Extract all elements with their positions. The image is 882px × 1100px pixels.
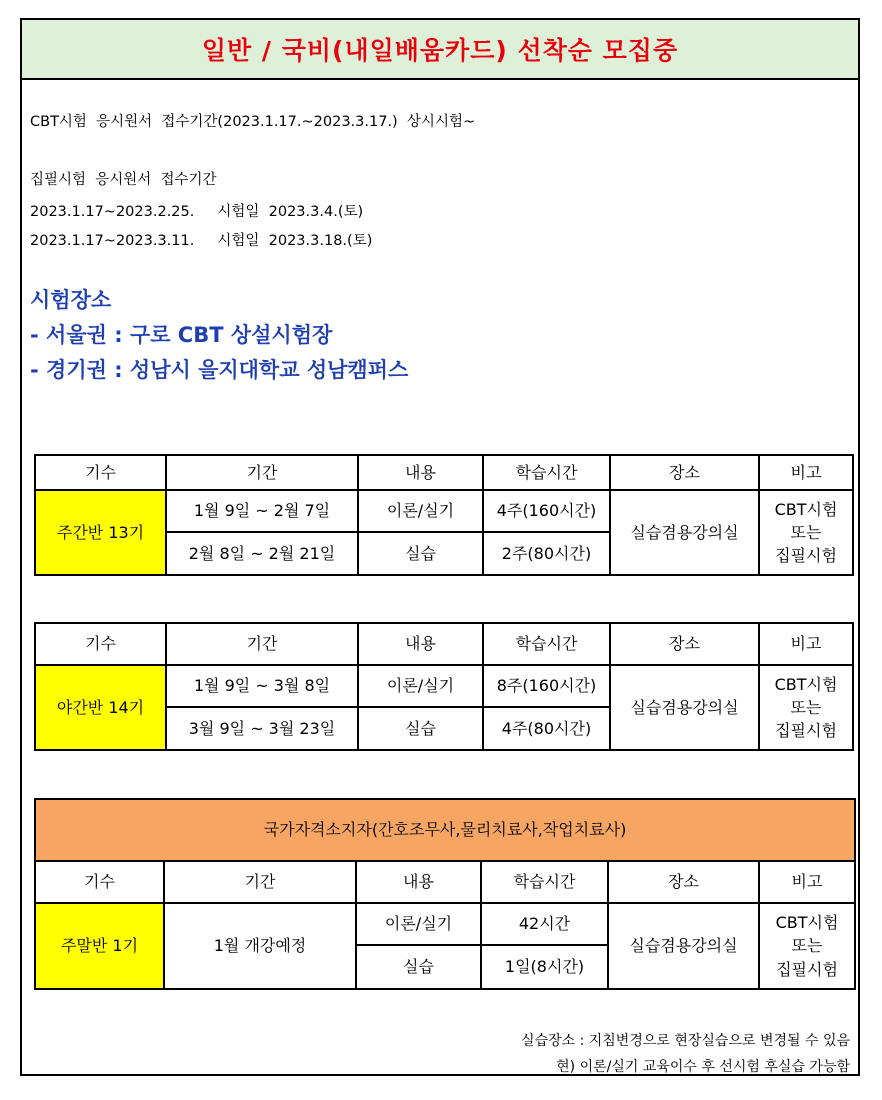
- schedule-table-weekend: [34, 798, 856, 990]
- cbt-application-period: CBT시험 응시원서 접수기간(2023.1.17.~2023.3.17.) 상시시험~: [30, 114, 476, 130]
- remark-line: 집필시험: [775, 546, 837, 566]
- hours-cell: 4주(160시간): [483, 490, 610, 532]
- header-period: 기간: [166, 455, 358, 490]
- header-place: 장소: [610, 623, 759, 665]
- remark-line: 또는: [791, 936, 823, 956]
- header-period: 기간: [166, 623, 358, 665]
- header-remark: 비고: [759, 623, 853, 665]
- header-place: 장소: [608, 861, 759, 903]
- period-cell: 3월 9일 ~ 3월 23일: [166, 707, 358, 750]
- place-cell: 실습겸용강의실: [608, 903, 759, 989]
- period-cell: 2월 8일 ~ 2월 21일: [166, 532, 358, 575]
- hours-cell: 4주(80시간): [483, 707, 610, 750]
- remark-line: 또는: [790, 697, 822, 717]
- venue-gyeonggi: - 경기권 : 성남시 을지대학교 성남캠퍼스: [30, 358, 409, 382]
- remark-line: CBT시험: [774, 499, 838, 519]
- header-period: 기간: [164, 861, 356, 903]
- header-remark: 비고: [759, 455, 853, 490]
- cohort-weekend: 주말반 1기: [35, 903, 164, 989]
- practice-location-note: 실습장소 : 지침변경으로 현장실습으로 변경될 수 있음: [521, 1033, 850, 1049]
- schedule-table-evening: [34, 622, 854, 751]
- remark-line: 집필시험: [776, 959, 838, 979]
- header-cohort: 기수: [35, 861, 164, 903]
- header-place: 장소: [610, 455, 759, 490]
- remark-line: 또는: [790, 522, 822, 542]
- content-cell: 이론/실기: [358, 665, 483, 707]
- header-hours: 학습시간: [483, 623, 610, 665]
- cohort-evening: 야간반 14기: [35, 665, 166, 750]
- venue-title: 시험장소: [30, 288, 112, 312]
- content-cell: 실습: [358, 532, 483, 575]
- hours-cell: 8주(160시간): [483, 665, 610, 707]
- header-hours: 학습시간: [483, 455, 610, 490]
- venue-seoul: - 서울권 : 구로 CBT 상설시험장: [30, 323, 333, 347]
- remark-cell: [759, 490, 853, 575]
- written-exam-title: 집필시험 응시원서 접수기간: [30, 172, 217, 188]
- exam-order-note: 현) 이론/실기 교육이수 후 선시험 후실습 가능함: [556, 1059, 850, 1075]
- content-cell: 이론/실기: [358, 490, 483, 532]
- place-cell: 실습겸용강의실: [610, 490, 759, 575]
- content-cell: 이론/실기: [356, 903, 481, 945]
- recruitment-banner: 일반 / 국비(내일배움카드) 선착순 모집중: [22, 20, 858, 80]
- header-content: 내용: [356, 861, 481, 903]
- remark-cell: [759, 665, 853, 750]
- remark-line: 집필시험: [775, 721, 837, 741]
- remark-line: CBT시험: [775, 913, 839, 933]
- schedule-table-weekday: [34, 454, 854, 576]
- header-content: 내용: [358, 455, 483, 490]
- licensed-holders-title: 국가자격소지자(간호조무사,물리치료사,작업치료사): [35, 799, 855, 861]
- hours-cell: 1일(8시간): [481, 945, 608, 989]
- hours-cell: 2주(80시간): [483, 532, 610, 575]
- content-cell: 실습: [358, 707, 483, 750]
- cohort-weekday: 주간반 13기: [35, 490, 166, 575]
- header-cohort: 기수: [35, 455, 166, 490]
- period-cell: 1월 개강예정: [164, 903, 356, 989]
- header-hours: 학습시간: [481, 861, 608, 903]
- period-cell: 1월 9일 ~ 2월 7일: [166, 490, 358, 532]
- header-remark: 비고: [759, 861, 855, 903]
- place-cell: 실습겸용강의실: [610, 665, 759, 750]
- content-cell: 실습: [356, 945, 481, 989]
- written-exam-row-1: 2023.1.17~2023.2.25. 시험일 2023.3.4.(토): [30, 204, 364, 220]
- period-cell: 1월 9일 ~ 3월 8일: [166, 665, 358, 707]
- hours-cell: 42시간: [481, 903, 608, 945]
- header-cohort: 기수: [35, 623, 166, 665]
- document-frame: [20, 18, 860, 1076]
- remark-cell: [759, 903, 855, 989]
- remark-line: CBT시험: [774, 674, 838, 694]
- written-exam-row-2: 2023.1.17~2023.3.11. 시험일 2023.3.18.(토): [30, 233, 373, 249]
- header-content: 내용: [358, 623, 483, 665]
